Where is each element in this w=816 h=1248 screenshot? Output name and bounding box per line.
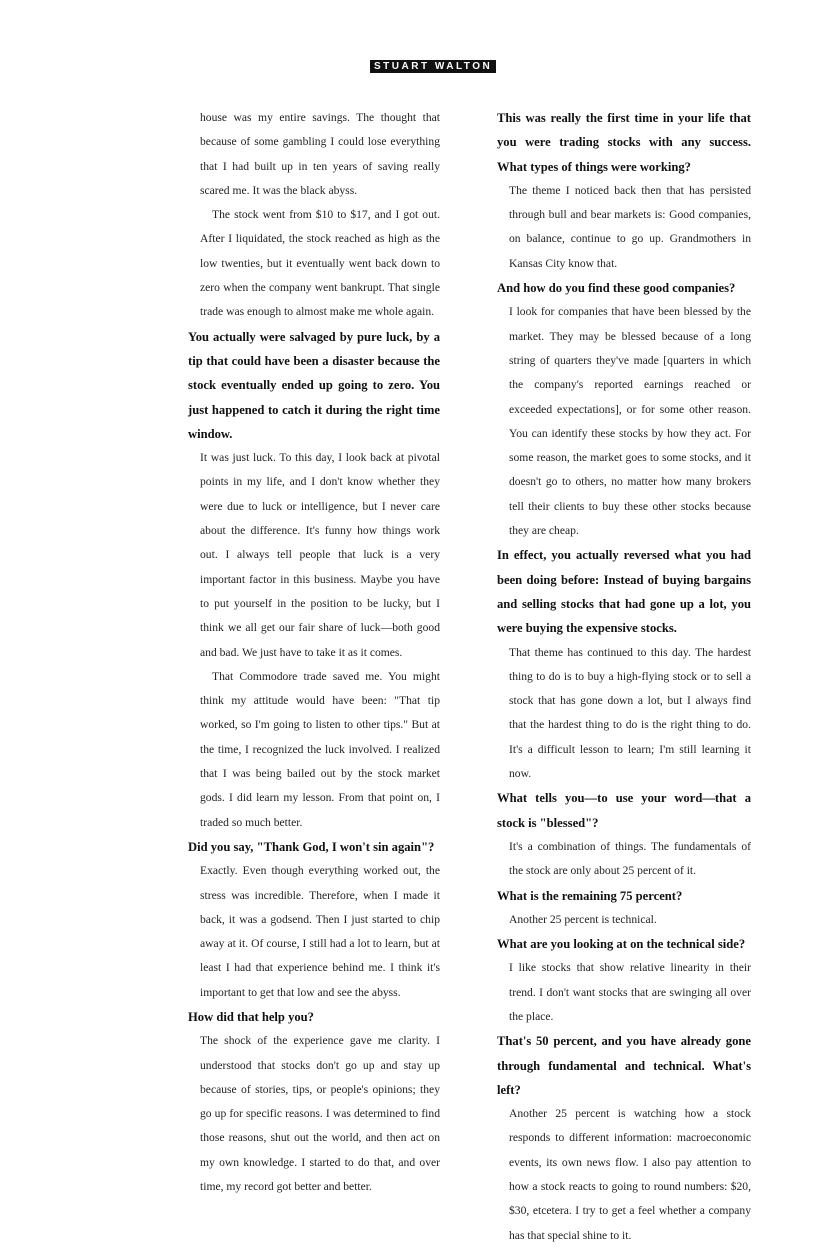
question-paragraph: This was really the first time in your life that you were trading stocks with any success. What types of things were working? xyxy=(497,111,751,174)
question-paragraph: What tells you—to use your word—that a stock is "blessed"? xyxy=(497,791,751,830)
answer-paragraph: The theme I noticed back then that has persisted through bull and bear markets is: Good companies, on balance, continue to go up. Grandmothers in Kansas City know that. xyxy=(509,183,751,270)
answer-paragraph: Another 25 percent is technical. xyxy=(509,912,657,926)
question-paragraph: What is the remaining 75 percent? xyxy=(497,888,683,903)
question-paragraph: You actually were salvaged by pure luck, by a tip that could have been a disaster because the stock eventually ended up going to zero. You just happened to catch it during the right time window. xyxy=(188,329,440,441)
question-paragraph: What are you looking at on the technical side? xyxy=(497,937,746,952)
answer-paragraph: That theme has continued to this day. The hardest thing to do is to buy a high-flying stock or to sell a stock that has gone down a lot, but I always find that the hardest thing to do is the right thing to do. It's a difficult lesson to learn; I'm still learning it now. xyxy=(509,645,751,781)
running-head: STUART WALTON xyxy=(370,60,496,73)
question-paragraph: How did that help you? xyxy=(188,1009,314,1024)
answer-paragraph: I like stocks that show relative linearity in their trend. I don't want stocks that are swinging all over the place. xyxy=(509,961,751,1023)
question-paragraph: In effect, you actually reversed what you had been doing before: Instead of buying bargains and selling stocks that had gone up a lot, you were buying the expensive stocks. xyxy=(497,548,751,636)
answer-paragraph: Exactly. Even though everything worked out, the stress was incredible. Therefore, when I made it back, it was a godsend. Then I just started to chip away at it. Of course, I still had a lot to learn, but at least I had that experience behind me. I think it's important to get that low and see the abyss. xyxy=(200,864,440,999)
answer-paragraph: The shock of the experience gave me clarity. I understood that stocks don't go up and stay up because of stories, tips, or people's opinions; they go up for specific reasons. I was determined to find those reasons, shut out the world, and then act on my own knowledge. I started to do that, and over time, my record got better and better. xyxy=(200,1034,440,1194)
answer-paragraph: I look for companies that have been blessed by the market. They may be blessed because of a long string of quarters they've made [quarters in which the company's reported earnings reached or exceeded expectations], or for some other reason. You can identify these stocks by how they act. For some reason, the market goes to some stocks, and it doesn't go to others, no matter how many brokers tell their clients to buy these other stocks because they are cheap. xyxy=(509,305,751,538)
left-column xyxy=(188,106,440,1199)
answer-paragraph: house was my entire savings. The thought that because of some gambling I could lose everything that I had built up in ten years of saving really scared me. It was the black abyss. xyxy=(200,111,440,197)
question-paragraph: And how do you find these good companies? xyxy=(497,281,736,296)
question-paragraph: That's 50 percent, and you have already gone through fundamental and technical. What's left? xyxy=(497,1034,751,1097)
answer-paragraph: That Commodore trade saved me. You might think my attitude would have been: "That tip worked, so I'm going to listen to other tips." But at the time, I recognized the luck involved. I realized that I was being bailed out by the stock market gods. I did learn my lesson. From that point on, I traded so much better. xyxy=(200,669,440,829)
answer-paragraph: It was just luck. To this day, I look back at pivotal points in my life, and I don't know whether they were due to luck or intelligence, but I never care about the difference. It's funny how things work out. I always tell people that luck is a very important factor in this business. Maybe you have to put yourself in the position to be lucky, but I think we all get our fair share of luck—both good and bad. We just have to take it as it comes. xyxy=(200,451,440,659)
answer-paragraph: Another 25 percent is watching how a stock responds to different information: macroeconomic events, its own news flow. I also pay attention to how a stock reacts to going to round numbers: $20, $30, etcetera. I try to get a feel whether a company has that special shine to it. xyxy=(509,1107,751,1242)
answer-paragraph: The stock went from $10 to $17, and I got out. After I liquidated, the stock reached as high as the low twenties, but it eventually went back down to zero when the company went bankrupt. That single trade was enough to almost make me whole again. xyxy=(200,208,440,319)
right-column xyxy=(497,106,751,1248)
answer-paragraph: It's a combination of things. The fundamentals of the stock are only about 25 percent of it. xyxy=(509,839,751,878)
question-paragraph: Did you say, "Thank God, I won't sin again"? xyxy=(188,839,435,854)
